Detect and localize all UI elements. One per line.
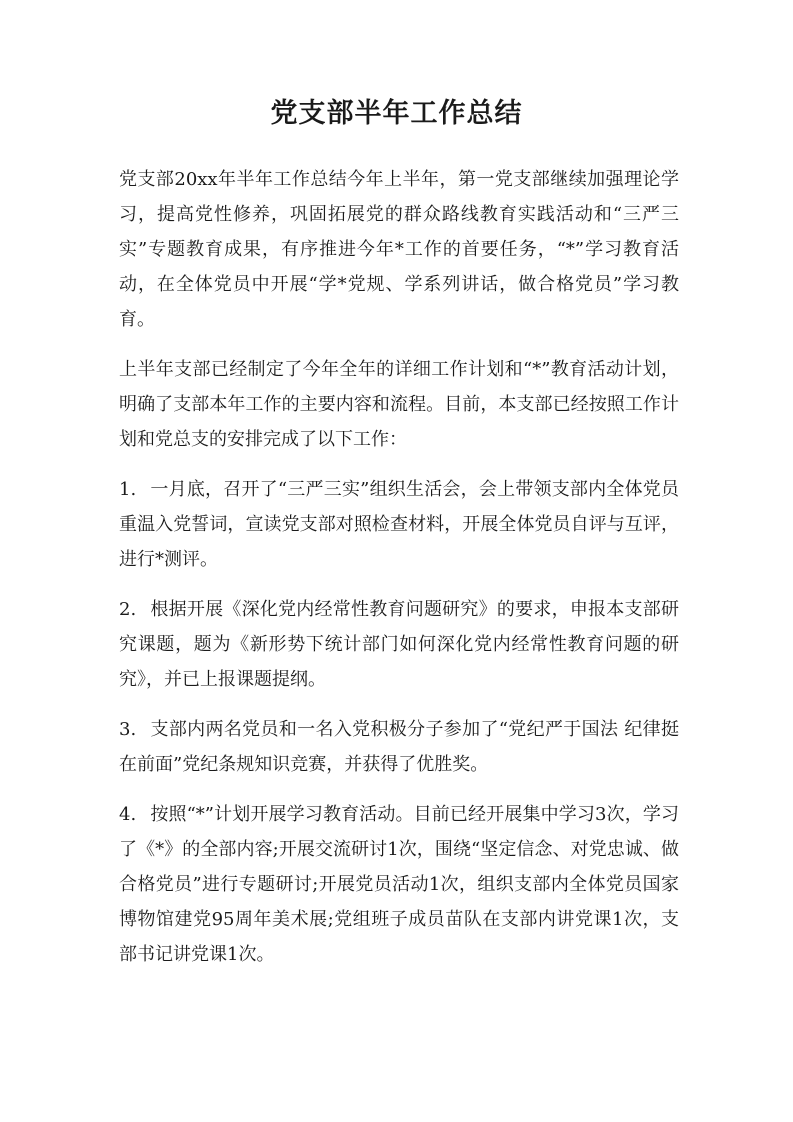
- list-item-number: 1.: [119, 479, 137, 500]
- list-item-number: 3.: [119, 719, 137, 740]
- list-item-4: [119, 797, 679, 972]
- list-item-text: 按照“*”计划开展学习教育活动。目前已经开展集中学习3次，学习了《*》的全部内容;开展交流研讨1次，围绕“坚定信念、对党忠诚、做合格党员”进行专题研讨;开展党员活动1次，组织支部内全体党员国家博物馆建党95周年美术展;党组班子成员苗队在支部内讲党课1次，支部书记讲党课1次。: [119, 804, 679, 965]
- paragraph-text: 党支部20xx年半年工作总结今年上半年，第一党支部继续加强理论学习，提高党性修养，巩固拓展党的群众路线教育实践活动和“三严三实”专题教育成果，有序推进今年*工作的首要任务，“*”学习教育活动，在全体党员中开展“学*党规、学系列讲话，做合格党员”学习教育。: [119, 169, 679, 330]
- list-item-2: [119, 592, 679, 697]
- paragraph-intro: [119, 162, 679, 337]
- list-item-text: 支部内两名党员和一名入党积极分子参加了“党纪严于国法 纪律挺在前面”党纪条规知识竞赛，并获得了优胜奖。: [119, 719, 679, 775]
- list-item-text: 根据开展《深化党内经常性教育问题研究》的要求，申报本支部研究课题，题为《新形势下统计部门如何深化党内经常性教育问题的研究》，并已上报课题提纲。: [119, 599, 679, 690]
- list-item-number: 2.: [119, 599, 137, 620]
- document-body: [119, 162, 679, 987]
- list-item-number: 4.: [119, 804, 137, 825]
- paragraph-summary: [119, 352, 679, 457]
- paragraph-text: 上半年支部已经制定了今年全年的详细工作计划和“*”教育活动计划，明确了支部本年工作的主要内容和流程。目前，本支部已经按照工作计划和党总支的安排完成了以下工作：: [119, 359, 679, 450]
- list-item-text: 一月底，召开了“三严三实”组织生活会，会上带领支部内全体党员重温入党誓词，宣读党支部对照检查材料，开展全体党员自评与互评，进行*测评。: [119, 479, 679, 570]
- list-item-1: [119, 472, 679, 577]
- page-title: 党支部半年工作总结: [270, 98, 523, 129]
- list-item-3: [119, 712, 679, 782]
